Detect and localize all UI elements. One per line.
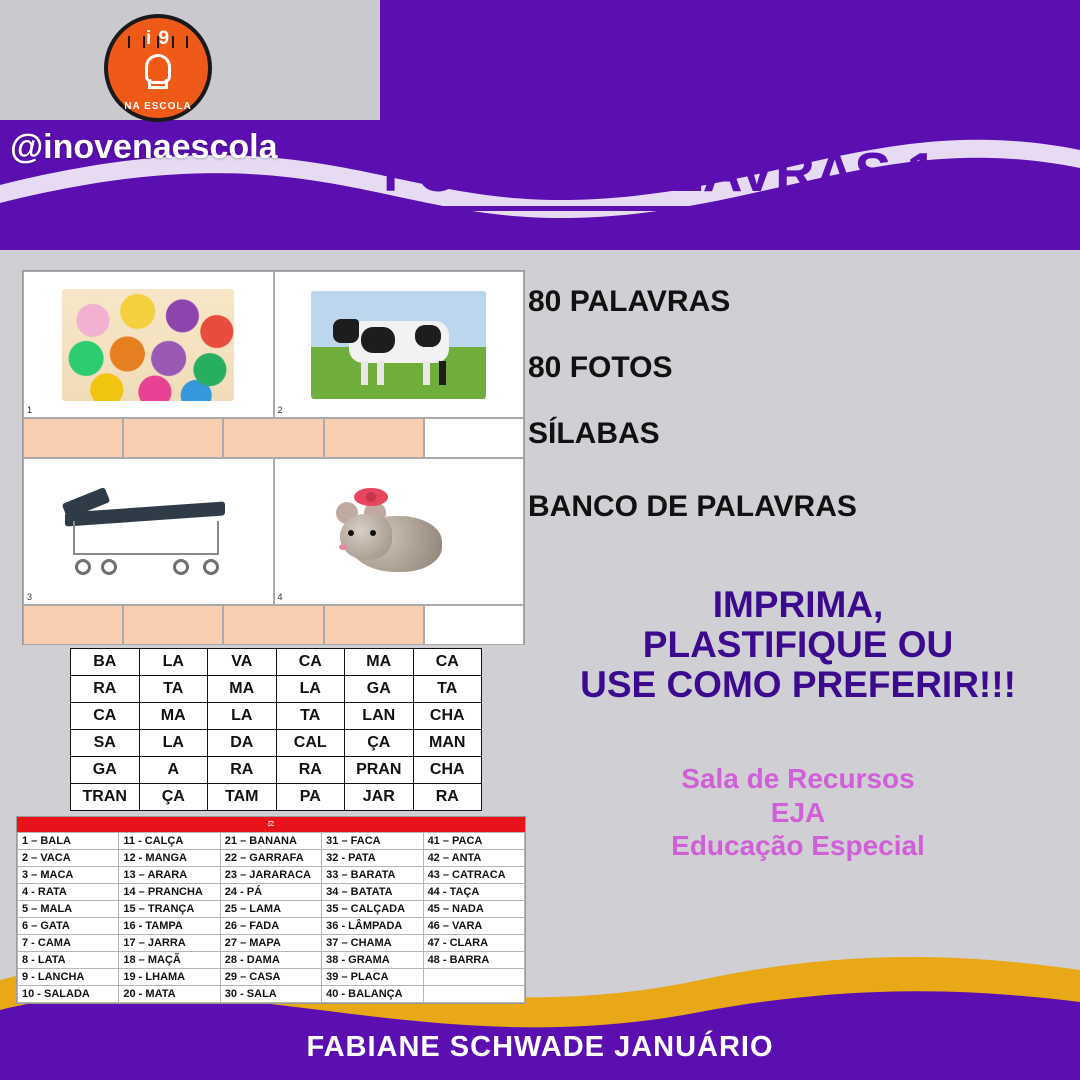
worksheet-cell-candy bbox=[23, 271, 274, 418]
word-bank-cell: 29 – CASA bbox=[220, 969, 321, 986]
syllable-cell[interactable]: MA bbox=[139, 703, 208, 730]
word-bank-cell: 39 – PLACA bbox=[322, 969, 423, 986]
callout-line-1: IMPRIMA, bbox=[712, 584, 884, 625]
word-bank-cell: 31 – FACA bbox=[322, 833, 423, 850]
word-bank-cell: 13 – ARARA bbox=[119, 867, 220, 884]
answer-cell[interactable] bbox=[424, 605, 524, 645]
syllable-row bbox=[71, 703, 482, 730]
syllable-cell[interactable]: LA bbox=[208, 703, 277, 730]
word-bank-cell: 6 – GATA bbox=[18, 918, 119, 935]
word-bank-cell: 25 – LAMA bbox=[220, 901, 321, 918]
word-bank-cell: 32 - PATA bbox=[322, 850, 423, 867]
syllable-cell[interactable]: LAN bbox=[345, 703, 414, 730]
stretcher-photo bbox=[24, 459, 273, 604]
word-bank-cell: 1 – BALA bbox=[18, 833, 119, 850]
word-bank-cell: 17 – JARRA bbox=[119, 935, 220, 952]
answer-cell[interactable] bbox=[123, 418, 223, 458]
pin-icon: ⚖ bbox=[267, 819, 275, 828]
candy-photo bbox=[24, 272, 273, 417]
syllable-cell[interactable]: JAR bbox=[345, 784, 414, 811]
feature-palavras: 80 PALAVRAS bbox=[528, 285, 731, 318]
word-bank-cell: 37 – CHAMA bbox=[322, 935, 423, 952]
word-bank-cell: 14 – PRANCHA bbox=[119, 884, 220, 901]
syllable-cell[interactable]: GA bbox=[71, 757, 140, 784]
syllable-row bbox=[71, 757, 482, 784]
syllable-row bbox=[71, 784, 482, 811]
word-bank-cell: 3 – MACA bbox=[18, 867, 119, 884]
audience-line-1: Sala de Recursos bbox=[681, 763, 915, 794]
syllable-cell[interactable]: MA bbox=[345, 649, 414, 676]
word-bank-cell: 20 - MATA bbox=[119, 986, 220, 1003]
word-bank-row bbox=[18, 986, 525, 1003]
word-bank-cell: 30 - SALA bbox=[220, 986, 321, 1003]
word-bank-cell: 4 - RATA bbox=[18, 884, 119, 901]
author-credit: FABIANE SCHWADE JANUÁRIO bbox=[306, 1031, 774, 1063]
syllable-cell[interactable]: GA bbox=[345, 676, 414, 703]
worksheet-cell-stretcher bbox=[23, 458, 274, 605]
syllable-cell[interactable]: RA bbox=[413, 784, 482, 811]
word-bank-row bbox=[18, 850, 525, 867]
rat-photo bbox=[275, 459, 524, 604]
word-bank-row bbox=[18, 867, 525, 884]
syllable-cell[interactable]: LA bbox=[139, 649, 208, 676]
syllable-cell[interactable]: RA bbox=[71, 676, 140, 703]
answer-cell[interactable] bbox=[223, 418, 323, 458]
word-bank-cell: 21 – BANANA bbox=[220, 833, 321, 850]
lightbulb-icon bbox=[145, 54, 171, 84]
syllable-cell[interactable]: ÇA bbox=[139, 784, 208, 811]
brand-logo bbox=[104, 14, 212, 122]
logo-naescola-text: NA ESCOLA bbox=[124, 101, 192, 112]
word-bank-row bbox=[18, 952, 525, 969]
word-bank-cell: 44 - TAÇA bbox=[423, 884, 524, 901]
syllable-cell[interactable]: LA bbox=[139, 730, 208, 757]
image-number: 2 bbox=[277, 405, 283, 415]
word-bank-cell: 2 – VACA bbox=[18, 850, 119, 867]
image-number: 4 bbox=[277, 592, 283, 602]
word-bank-cell: 22 – GARRAFA bbox=[220, 850, 321, 867]
word-bank-row bbox=[18, 918, 525, 935]
syllable-cell[interactable]: TA bbox=[413, 676, 482, 703]
callout-line-2: PLASTIFIQUE OU bbox=[642, 623, 954, 665]
answer-cell[interactable] bbox=[123, 605, 223, 645]
syllable-cell[interactable]: CHA bbox=[413, 757, 482, 784]
word-bank-cell: 9 - LANCHA bbox=[18, 969, 119, 986]
word-bank-cell: 45 – NADA bbox=[423, 901, 524, 918]
worksheet-cell-rat bbox=[274, 458, 525, 605]
worksheet-image-row bbox=[23, 458, 524, 605]
syllable-cell[interactable]: A bbox=[139, 757, 208, 784]
word-bank-cell: 42 – ANTA bbox=[423, 850, 524, 867]
image-number: 3 bbox=[27, 592, 33, 602]
worksheet-answer-row bbox=[23, 418, 524, 458]
answer-cell[interactable] bbox=[424, 418, 524, 458]
word-bank-cell: 35 – CALÇADA bbox=[322, 901, 423, 918]
syllable-row bbox=[71, 649, 482, 676]
social-handle: @inovenaescola bbox=[10, 128, 278, 166]
word-bank-cell: 43 – CATRACA bbox=[423, 867, 524, 884]
word-bank-cell: 27 – MAPA bbox=[220, 935, 321, 952]
word-bank-row bbox=[18, 833, 525, 850]
word-bank-cell: 11 - CALÇA bbox=[119, 833, 220, 850]
word-bank-cell: 34 – BATATA bbox=[322, 884, 423, 901]
word-bank-row bbox=[18, 901, 525, 918]
syllable-cell[interactable]: RA bbox=[208, 757, 277, 784]
word-bank-cell: 7 - CAMA bbox=[18, 935, 119, 952]
syllable-cell[interactable]: PRAN bbox=[345, 757, 414, 784]
word-bank-cell: 15 – TRANÇA bbox=[119, 901, 220, 918]
worksheet-answer-row bbox=[23, 605, 524, 645]
word-bank-cell: 47 - CLARA bbox=[423, 935, 524, 952]
syllable-cell[interactable]: DA bbox=[208, 730, 277, 757]
answer-cell[interactable] bbox=[23, 418, 123, 458]
word-bank-cell: 23 – JARARACA bbox=[220, 867, 321, 884]
word-bank-cell: 28 - DAMA bbox=[220, 952, 321, 969]
feature-silabas: SÍLABAS bbox=[528, 417, 660, 450]
syllable-row bbox=[71, 730, 482, 757]
word-bank-cell: 18 – MAÇÃ bbox=[119, 952, 220, 969]
worksheet-cell-cow bbox=[274, 271, 525, 418]
word-bank-row bbox=[18, 884, 525, 901]
syllable-cell[interactable]: MA bbox=[208, 676, 277, 703]
feature-banco: BANCO DE PALAVRAS bbox=[528, 490, 857, 523]
word-bank-header-bar bbox=[17, 817, 525, 832]
feature-fotos: 80 FOTOS bbox=[528, 351, 673, 384]
worksheet-preview bbox=[22, 270, 525, 645]
word-bank-cell: 8 - LATA bbox=[18, 952, 119, 969]
syllable-cell[interactable]: CHA bbox=[413, 703, 482, 730]
word-bank-row bbox=[18, 935, 525, 952]
syllable-cell[interactable]: PA bbox=[276, 784, 345, 811]
syllable-cell[interactable]: CA bbox=[413, 649, 482, 676]
syllable-cell[interactable]: ÇA bbox=[345, 730, 414, 757]
answer-cell[interactable] bbox=[324, 418, 424, 458]
page-title: FORME PALAVRAS 1 bbox=[383, 140, 937, 211]
word-bank-cell bbox=[423, 986, 524, 1003]
syllable-cell[interactable]: LA bbox=[276, 676, 345, 703]
syllable-cell[interactable]: CAL bbox=[276, 730, 345, 757]
answer-cell[interactable] bbox=[324, 605, 424, 645]
cow-photo bbox=[275, 272, 524, 417]
word-bank-cell: 41 – PACA bbox=[423, 833, 524, 850]
audience-line-3: Educação Especial bbox=[671, 830, 925, 862]
syllable-grid bbox=[70, 648, 482, 811]
word-bank-cell: 26 – FADA bbox=[220, 918, 321, 935]
word-bank-cell: 5 – MALA bbox=[18, 901, 119, 918]
word-bank-cell: 10 - SALADA bbox=[18, 986, 119, 1003]
answer-cell[interactable] bbox=[223, 605, 323, 645]
word-bank bbox=[16, 816, 526, 1004]
word-bank-cell: 46 – VARA bbox=[423, 918, 524, 935]
syllable-cell[interactable]: CA bbox=[276, 649, 345, 676]
syllable-cell[interactable]: CA bbox=[71, 703, 140, 730]
word-bank-cell: 40 - BALANÇA bbox=[322, 986, 423, 1003]
syllable-cell[interactable]: TAM bbox=[208, 784, 277, 811]
syllable-cell[interactable]: MAN bbox=[413, 730, 482, 757]
word-bank-cell: 48 - BARRA bbox=[423, 952, 524, 969]
syllable-cell[interactable]: RA bbox=[276, 757, 345, 784]
syllable-cell[interactable]: TA bbox=[139, 676, 208, 703]
callout-text bbox=[528, 585, 1068, 705]
word-bank-cell: 12 - MANGA bbox=[119, 850, 220, 867]
word-bank-cell: 36 - LÂMPADA bbox=[322, 918, 423, 935]
syllable-cell[interactable]: BA bbox=[71, 649, 140, 676]
logo-i9-text: i 9 bbox=[145, 28, 171, 49]
callout-line-3: USE COMO PREFERIR!!! bbox=[580, 663, 1016, 705]
worksheet-image-row bbox=[23, 271, 524, 418]
image-number: 1 bbox=[27, 405, 33, 415]
syllable-cell[interactable]: SA bbox=[71, 730, 140, 757]
word-bank-cell: 16 - TAMPA bbox=[119, 918, 220, 935]
syllable-cell[interactable]: TA bbox=[276, 703, 345, 730]
answer-cell[interactable] bbox=[23, 605, 123, 645]
word-bank-cell: 38 - GRAMA bbox=[322, 952, 423, 969]
word-bank-cell bbox=[423, 969, 524, 986]
audience-text bbox=[528, 762, 1068, 863]
word-bank-row bbox=[18, 969, 525, 986]
word-bank-cell: 24 - PÁ bbox=[220, 884, 321, 901]
syllable-cell[interactable]: TRAN bbox=[71, 784, 140, 811]
syllable-cell[interactable]: VA bbox=[208, 649, 277, 676]
word-bank-cell: 19 - LHAMA bbox=[119, 969, 220, 986]
audience-line-2: EJA bbox=[770, 796, 826, 828]
word-bank-table bbox=[17, 832, 525, 1003]
word-bank-cell: 33 – BARATA bbox=[322, 867, 423, 884]
syllable-row bbox=[71, 676, 482, 703]
